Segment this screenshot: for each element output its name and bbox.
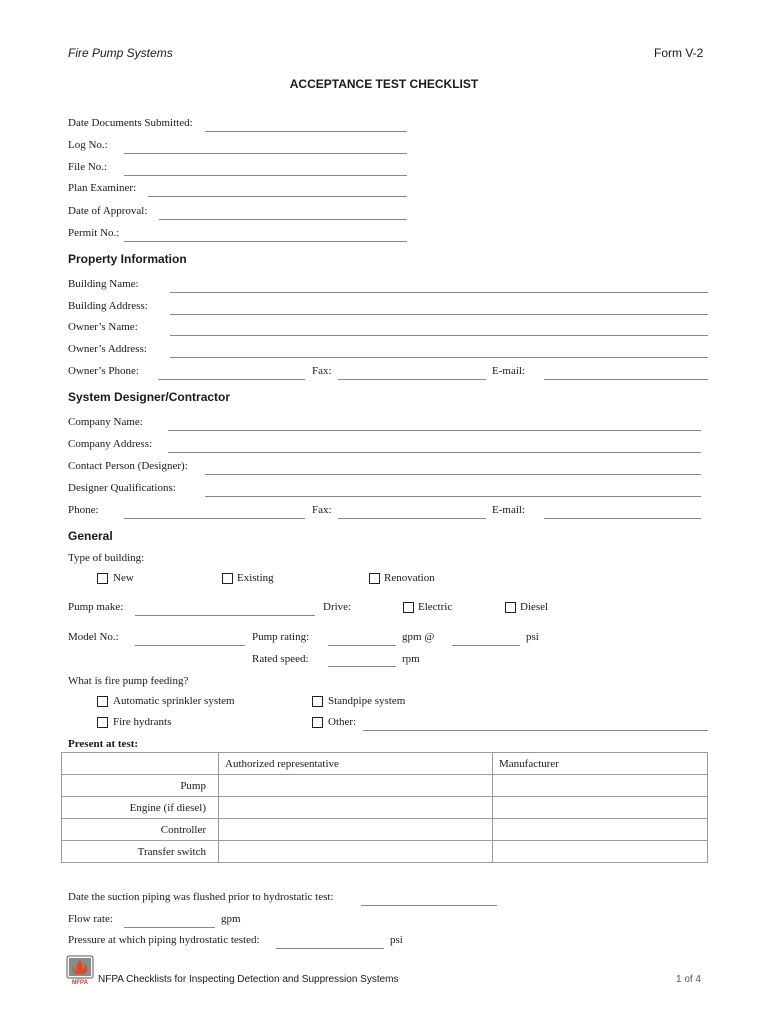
owner-address-field[interactable] (170, 357, 708, 358)
gpm-unit: gpm (221, 913, 241, 925)
designer-fax-label: Fax: (312, 504, 332, 516)
standpipe-label: Standpipe system (328, 695, 406, 707)
owner-fax-field[interactable] (338, 379, 486, 380)
file-no-label: File No.: (68, 161, 108, 173)
renovation-checkbox[interactable] (369, 573, 380, 584)
owner-phone-label: Owner’s Phone: (68, 365, 139, 377)
flushed-label: Date the suction piping was flushed prior to hydrostatic test: (68, 891, 334, 903)
diesel-label: Diesel (520, 601, 549, 613)
rep-cell[interactable] (219, 797, 493, 819)
gpm-at-label: gpm @ (402, 631, 435, 643)
plan-examiner-field[interactable] (148, 196, 407, 197)
file-no-field[interactable] (124, 175, 407, 176)
row-label: Transfer switch (62, 841, 219, 863)
designer-fax-field[interactable] (338, 518, 486, 519)
other-checkbox[interactable] (312, 717, 323, 728)
rated-speed-field[interactable] (328, 666, 396, 667)
electric-label: Electric (418, 601, 453, 613)
pump-rating-psi-field[interactable] (452, 645, 520, 646)
log-no-field[interactable] (124, 153, 407, 154)
standpipe-checkbox[interactable] (312, 696, 323, 707)
date-documents-label: Date Documents Submitted: (68, 117, 193, 129)
existing-checkbox[interactable] (222, 573, 233, 584)
hydrants-label: Fire hydrants (113, 716, 172, 728)
nfpa-logo (66, 955, 94, 985)
owner-name-label: Owner’s Name: (68, 321, 138, 333)
owner-address-label: Owner’s Address: (68, 343, 147, 355)
model-no-field[interactable] (135, 645, 245, 646)
date-approval-field[interactable] (159, 219, 407, 220)
row-label: Controller (62, 819, 219, 841)
other-label: Other: (328, 716, 357, 728)
new-label: New (113, 572, 134, 584)
mfr-cell[interactable] (493, 841, 708, 863)
rep-cell[interactable] (219, 775, 493, 797)
contact-person-label: Contact Person (Designer): (68, 460, 188, 472)
renovation-label: Renovation (384, 572, 435, 584)
permit-no-label: Permit No.: (68, 227, 120, 239)
qualifications-field[interactable] (205, 496, 701, 497)
col-authorized-rep: Authorized representative (219, 753, 493, 775)
diesel-checkbox[interactable] (505, 602, 516, 613)
permit-no-field[interactable] (124, 241, 407, 242)
svg-text:NFPA: NFPA (72, 980, 88, 985)
nfpa-logo-icon (66, 955, 94, 985)
form-number: Form V-2 (654, 46, 704, 60)
present-at-test-heading: Present at test: (68, 738, 139, 750)
owner-name-field[interactable] (170, 335, 708, 336)
pump-rating-label: Pump rating: (252, 631, 310, 643)
contact-person-field[interactable] (205, 474, 701, 475)
log-no-label: Log No.: (68, 139, 108, 151)
page-number: 1 of 4 (676, 974, 702, 985)
designer-heading: System Designer/Contractor (68, 390, 231, 404)
rpm-unit: rpm (402, 653, 420, 665)
date-documents-field[interactable] (205, 131, 407, 132)
mfr-cell[interactable] (493, 819, 708, 841)
pump-make-label: Pump make: (68, 601, 124, 613)
table-row (62, 775, 708, 797)
date-approval-label: Date of Approval: (68, 205, 148, 217)
building-name-label: Building Name: (68, 278, 139, 290)
company-address-field[interactable] (168, 452, 701, 453)
general-heading: General (68, 529, 113, 543)
hydrants-checkbox[interactable] (97, 717, 108, 728)
flow-rate-field[interactable] (124, 927, 215, 928)
rated-speed-label: Rated speed: (252, 653, 309, 665)
document-section-title: Fire Pump Systems (68, 46, 173, 60)
mfr-cell[interactable] (493, 775, 708, 797)
owner-email-label: E-mail: (492, 365, 525, 377)
row-label: Engine (if diesel) (62, 797, 219, 819)
model-no-label: Model No.: (68, 631, 119, 643)
table-row (62, 841, 708, 863)
pump-rating-gpm-field[interactable] (328, 645, 396, 646)
existing-label: Existing (237, 572, 274, 584)
psi-unit-bottom: psi (390, 934, 403, 946)
building-address-label: Building Address: (68, 300, 148, 312)
company-name-label: Company Name: (68, 416, 143, 428)
flow-rate-label: Flow rate: (68, 913, 113, 925)
row-label: Pump (62, 775, 219, 797)
type-of-building-label: Type of building: (68, 552, 145, 564)
designer-email-field[interactable] (544, 518, 701, 519)
building-address-field[interactable] (170, 314, 708, 315)
electric-checkbox[interactable] (403, 602, 414, 613)
plan-examiner-label: Plan Examiner: (68, 182, 137, 194)
new-checkbox[interactable] (97, 573, 108, 584)
qualifications-label: Designer Qualifications: (68, 482, 176, 494)
designer-phone-label: Phone: (68, 504, 99, 516)
table-header-row (62, 753, 708, 775)
table-row (62, 797, 708, 819)
rep-cell[interactable] (219, 841, 493, 863)
psi-unit: psi (526, 631, 539, 643)
rep-cell[interactable] (219, 819, 493, 841)
designer-email-label: E-mail: (492, 504, 525, 516)
drive-label: Drive: (323, 601, 352, 613)
flushed-field[interactable] (361, 905, 497, 906)
owner-email-field[interactable] (544, 379, 708, 380)
pressure-field[interactable] (276, 948, 384, 949)
company-name-field[interactable] (168, 430, 701, 431)
table-header-empty (62, 753, 219, 775)
owner-fax-label: Fax: (312, 365, 332, 377)
other-field[interactable] (363, 730, 708, 731)
owner-phone-field[interactable] (158, 379, 305, 380)
feeding-question: What is fire pump feeding? (68, 675, 189, 687)
property-info-heading: Property Information (68, 252, 187, 266)
footer-text: NFPA Checklists for Inspecting Detection and Suppression Systems (98, 974, 399, 985)
designer-phone-field[interactable] (124, 518, 305, 519)
pump-make-field[interactable] (135, 615, 315, 616)
company-address-label: Company Address: (68, 438, 153, 450)
building-name-field[interactable] (170, 292, 708, 293)
page-title: ACCEPTANCE TEST CHECKLIST (289, 77, 479, 91)
col-manufacturer: Manufacturer (493, 753, 708, 775)
table-row (62, 819, 708, 841)
pressure-label: Pressure at which piping hydrostatic tested: (68, 934, 260, 946)
sprinkler-label: Automatic sprinkler system (113, 695, 235, 707)
mfr-cell[interactable] (493, 797, 708, 819)
sprinkler-checkbox[interactable] (97, 696, 108, 707)
present-at-test-table (61, 752, 708, 863)
